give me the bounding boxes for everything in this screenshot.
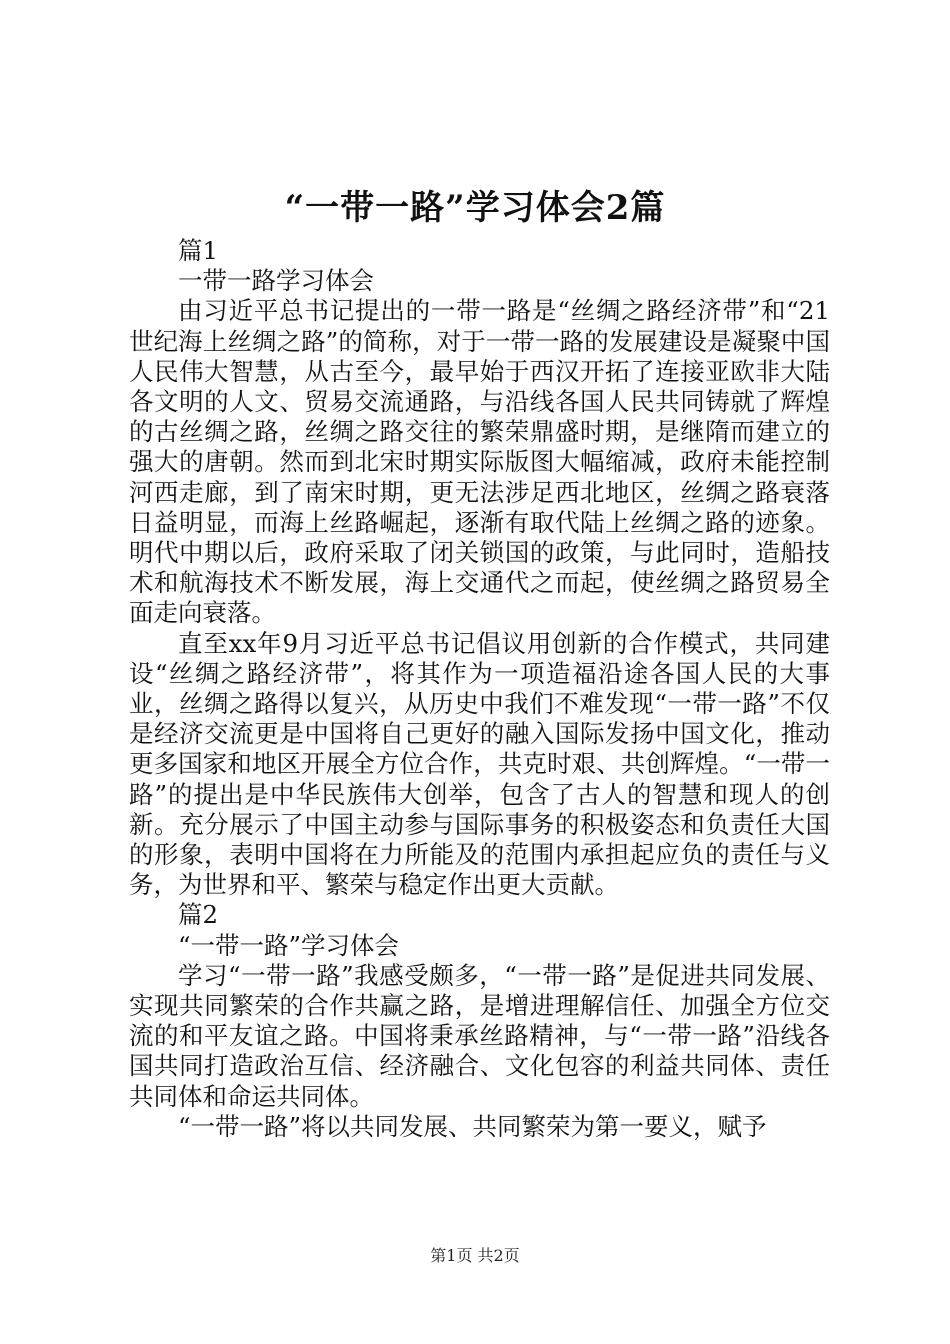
section-2-paragraph-2: “一带一路”将以共同发展、共同繁荣为第一要义，赋予 [178,1111,767,1141]
section-2-paragraph-1: 学习“一带一路”我感受颇多，“一带一路”是促进共同发展、实现共同繁荣的合作共赢之路，是增进理解信任、加强全方位交流的和平友谊之路。中国将秉承丝路精神，与“一带一路”沿线各国共同打造政治互信、经济融合、文化包容的利益共同体、责任共同体和命运共同体。 [129,960,830,1111]
page-footer: 第1页 共2页 [430,1246,520,1265]
section-1-label: 篇1 [178,236,219,265]
document-body [129,236,830,1142]
section-2-heading: “一带一路”学习体会 [178,930,400,960]
section-1-heading: 一带一路学习体会 [178,266,374,296]
document-title: “一带一路”学习体会2篇 [284,188,666,228]
section-1-paragraph-2: 直至xx年9月习近平总书记倡议用创新的合作模式，共同建设“丝绸之路经济带”，将其作为一项造福沿途各国人民的大事业，丝绸之路得以复兴，从历史中我们不难发现“一带一路”不仅是经济交流更是中国将自己更好的融入国际发扬中国文化，推动更多国家和地区开展全方位合作，共克时艰、共创辉煌。“一带一路”的提出是中华民族伟大创举，包含了古人的智慧和现人的创新。充分展示了中国主动参与国际事务的积极姿态和负责任大国的形象，表明中国将在力所能及的范围内承担起应负的责任与义务，为世界和平、繁荣与稳定作出更大贡献。 [129,628,830,900]
section-2-label: 篇2 [178,900,219,930]
section-1-paragraph-1: 由习近平总书记提出的一带一路是“丝绸之路经济带”和“21世纪海上丝绸之路”的简称，对于一带一路的发展建设是凝聚中国人民伟大智慧，从古至今，最早始于西汉开拓了连接亚欧非大陆各文明的人文、贸易交流通路，与沿线各国人民共同铸就了辉煌的古丝绸之路，丝绸之路交往的繁荣鼎盛时期，是继隋而建立的强大的唐朝。然而到北宋时期实际版图大幅缩减，政府未能控制河西走廊，到了南宋时期，更无法涉足西北地区，丝绸之路衰落日益明显，而海上丝路崛起，逐渐有取代陆上丝绸之路的迹象。明代中期以后，政府采取了闭关锁国的政策，与此同时，造船技术和航海技术不断发展，海上交通代之而起，使丝绸之路贸易全面走向衰落。 [129,296,830,628]
